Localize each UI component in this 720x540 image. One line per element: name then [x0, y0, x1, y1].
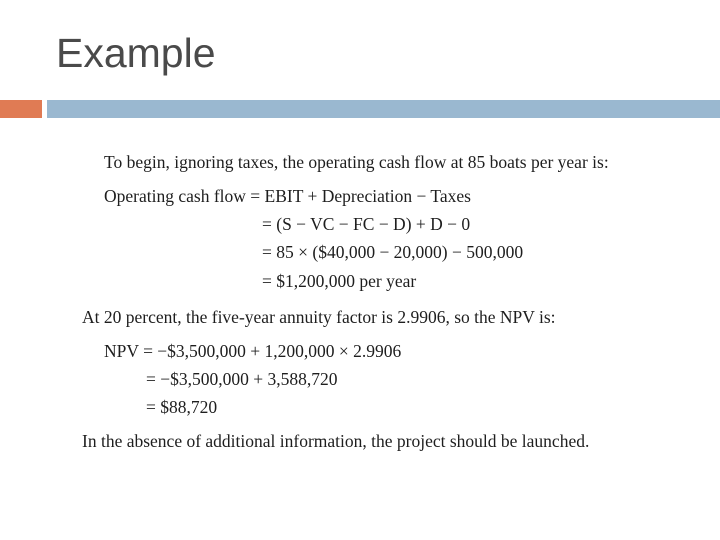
ocf-line-4: = $1,200,000 per year — [262, 271, 417, 291]
ocf-line-1: Operating cash flow = EBIT + Depreciation − Taxes — [104, 186, 471, 206]
conclusion-text: In the absence of additional information, the project should be launched. — [82, 431, 590, 451]
npv-line-2: = −$3,500,000 + 3,588,720 — [146, 369, 338, 389]
slide-title: Example — [56, 30, 216, 76]
npv-line-1: NPV = −$3,500,000 + 1,200,000 × 2.9906 — [104, 341, 402, 361]
npv-line-3: = $88,720 — [146, 397, 218, 417]
npv-intro-text: At 20 percent, the five-year annuity factor is 2.9906, so the NPV is: — [82, 307, 556, 327]
ocf-line-2: = (S − VC − FC − D) + D − 0 — [262, 214, 471, 234]
ocf-line-3: = 85 × ($40,000 − 20,000) − 500,000 — [262, 242, 524, 262]
intro-text: To begin, ignoring taxes, the operating cash flow at 85 boats per year is: — [104, 152, 609, 172]
